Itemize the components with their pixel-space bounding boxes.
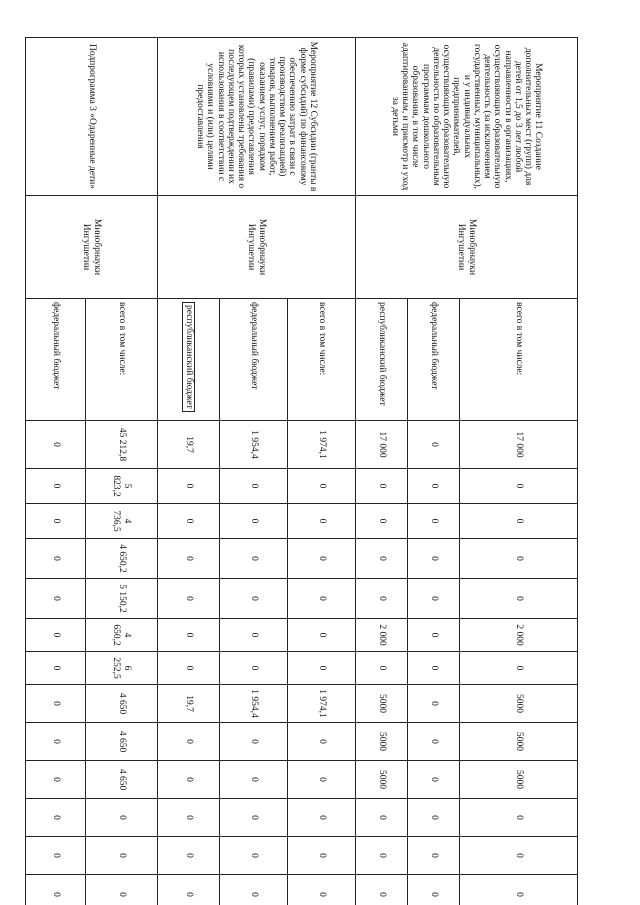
value-cell: 0: [220, 723, 288, 761]
value-cell: 5000: [460, 723, 578, 761]
value-cell: 0: [408, 685, 460, 723]
value-cell: 2 000: [460, 619, 578, 652]
value-cell: 0: [158, 579, 220, 619]
funding-source-cell: [26, 299, 86, 421]
value-cell: 1 954,4: [220, 421, 288, 469]
value-cell: 0: [460, 504, 578, 539]
value-cell: 0: [220, 799, 288, 837]
value-cell: 0: [408, 504, 460, 539]
funding-source-cell: [356, 299, 408, 421]
value-cell: 0: [220, 875, 288, 905]
value-cell: 0: [460, 469, 578, 504]
value-cell: 0: [158, 875, 220, 905]
measure-name: Мероприятие 12 Субсидии (гранты в форме субсидий) по финансовому обеспечению затрат в связи с производством (реализацией) товаров, выполнением работ, оказанием услуг, порядком (правилами) предоставления которых установлены требования о последующем подтверждении их использования в соответствии с условиями и (или) целями предоставления: [195, 41, 318, 192]
value-cell: 45 212,8: [86, 421, 158, 469]
value-cell: 0: [26, 875, 86, 905]
value-cell: 4 650,2: [86, 539, 158, 579]
funding-source: федеральный бюджет: [50, 302, 61, 390]
value-cell: 0: [356, 799, 408, 837]
value-cell: 6 252,5: [86, 652, 158, 685]
value-cell: 0: [408, 579, 460, 619]
value-cell: 0: [220, 579, 288, 619]
value-cell: 0: [26, 799, 86, 837]
value-cell: 0: [460, 579, 578, 619]
executor-cell: [26, 196, 158, 299]
measure-name-cell: [356, 38, 578, 196]
value-cell: 0: [220, 619, 288, 652]
value-cell: 2 000: [356, 619, 408, 652]
value-cell: 17 000: [460, 421, 578, 469]
value-cell: 0: [220, 469, 288, 504]
value-cell: 0: [26, 837, 86, 875]
value-cell: 0: [356, 579, 408, 619]
value-cell: 0: [158, 469, 220, 504]
executor-cell: [158, 196, 356, 299]
value-cell: 0: [26, 685, 86, 723]
value-cell: 0: [158, 652, 220, 685]
value-cell: 0: [26, 652, 86, 685]
value-cell: 5000: [460, 685, 578, 723]
value-cell: 0: [356, 539, 408, 579]
funding-source: республиканский бюджет: [376, 302, 387, 406]
funding-source: федеральный бюджет: [248, 302, 259, 390]
value-cell: 4 650,2: [86, 619, 158, 652]
value-cell: 0: [460, 652, 578, 685]
table-row: [86, 38, 158, 905]
funding-source: всего в том числе:: [116, 302, 127, 376]
value-cell: 0: [460, 837, 578, 875]
value-cell: 0: [158, 619, 220, 652]
executor-name: Минобрнауки Ингушетии: [246, 218, 267, 276]
table-row: [460, 38, 578, 905]
value-cell: 17 000: [356, 421, 408, 469]
value-cell: 0: [158, 837, 220, 875]
value-cell: 0: [408, 799, 460, 837]
rotated-document-page: [50, 37, 578, 904]
value-cell: 0: [26, 469, 86, 504]
value-cell: 5 823,2: [86, 469, 158, 504]
value-cell: 0: [408, 875, 460, 905]
value-cell: 4 650: [86, 685, 158, 723]
value-cell: 0: [460, 539, 578, 579]
value-cell: 0: [220, 652, 288, 685]
value-cell: 0: [158, 761, 220, 799]
value-cell: 0: [408, 723, 460, 761]
value-cell: 0: [158, 799, 220, 837]
value-cell: 4 650: [86, 723, 158, 761]
value-cell: 0: [288, 504, 356, 539]
funding-source-cell: [86, 299, 158, 421]
executor-name: Минобрнауки Ингушетии: [81, 218, 102, 276]
value-cell: 0: [158, 539, 220, 579]
value-cell: 0: [356, 652, 408, 685]
value-cell: 0: [158, 504, 220, 539]
value-cell: 0: [26, 504, 86, 539]
executor-cell: [356, 196, 578, 299]
table-row: [288, 38, 356, 905]
value-cell: 4 650: [86, 761, 158, 799]
value-cell: 4 736,5: [86, 504, 158, 539]
value-cell: 0: [356, 875, 408, 905]
value-cell: 0: [288, 469, 356, 504]
value-cell: 0: [356, 837, 408, 875]
value-cell: 0: [288, 619, 356, 652]
value-cell: 0: [86, 837, 158, 875]
value-cell: 0: [408, 539, 460, 579]
value-cell: 0: [288, 875, 356, 905]
value-cell: 1 974,1: [288, 421, 356, 469]
funding-source-cell: [158, 299, 220, 421]
value-cell: 0: [288, 799, 356, 837]
value-cell: 5000: [356, 761, 408, 799]
value-cell: 0: [220, 504, 288, 539]
value-cell: 0: [460, 875, 578, 905]
measure-name-cell: [26, 38, 158, 196]
value-cell: 0: [408, 652, 460, 685]
value-cell: 0: [288, 579, 356, 619]
value-cell: 19,7: [158, 685, 220, 723]
executor-name: Минобрнауки Ингушетии: [456, 218, 477, 276]
measure-name-cell: [158, 38, 356, 196]
value-cell: 5000: [460, 761, 578, 799]
value-cell: 5000: [356, 723, 408, 761]
value-cell: 0: [288, 652, 356, 685]
value-cell: 0: [220, 761, 288, 799]
value-cell: 0: [288, 723, 356, 761]
funding-source: республиканский бюджет: [182, 302, 194, 412]
value-cell: 0: [460, 799, 578, 837]
value-cell: 0: [26, 579, 86, 619]
funding-source-cell: [460, 299, 578, 421]
value-cell: 0: [158, 723, 220, 761]
value-cell: 0: [356, 469, 408, 504]
value-cell: 0: [220, 837, 288, 875]
value-cell: 0: [26, 619, 86, 652]
value-cell: 0: [408, 837, 460, 875]
value-cell: 0: [408, 421, 460, 469]
value-cell: 0: [86, 799, 158, 837]
budget-table: [25, 37, 578, 905]
funding-source: всего в том числе:: [513, 302, 524, 376]
value-cell: 0: [408, 619, 460, 652]
value-cell: 5 150,2: [86, 579, 158, 619]
value-cell: 19,7: [158, 421, 220, 469]
measure-name: Подпрограмма 3 «Одаренные дети»: [86, 44, 97, 189]
value-cell: 1 954,4: [220, 685, 288, 723]
value-cell: 0: [26, 761, 86, 799]
value-cell: 0: [288, 837, 356, 875]
value-cell: 0: [408, 469, 460, 504]
value-cell: 0: [288, 539, 356, 579]
value-cell: 1 974,1: [288, 685, 356, 723]
funding-source-cell: [288, 299, 356, 421]
value-cell: 0: [220, 539, 288, 579]
funding-source-cell: [408, 299, 460, 421]
value-cell: 0: [408, 761, 460, 799]
value-cell: 5000: [356, 685, 408, 723]
value-cell: 0: [356, 504, 408, 539]
funding-source-cell: [220, 299, 288, 421]
funding-source: федеральный бюджет: [428, 302, 439, 390]
value-cell: 0: [26, 421, 86, 469]
value-cell: 0: [288, 761, 356, 799]
funding-source: всего в том числе:: [316, 302, 327, 376]
value-cell: 0: [26, 539, 86, 579]
measure-name: Мероприятие 11 Создание дополнительных мест (групп) для детей от 1,5 до 3 лет любой направленности в организациях, осуществляющих образовательную деятельность (за исключением государственных, муниципальных), и у индивидуальных предпринимателей, осуществляющих образовательную деятельность по образовательным программам дошкольного образования, в том числе адаптированным, и присмотр и уход за детьми: [389, 42, 544, 191]
value-cell: 0: [26, 723, 86, 761]
value-cell: 0: [86, 875, 158, 905]
